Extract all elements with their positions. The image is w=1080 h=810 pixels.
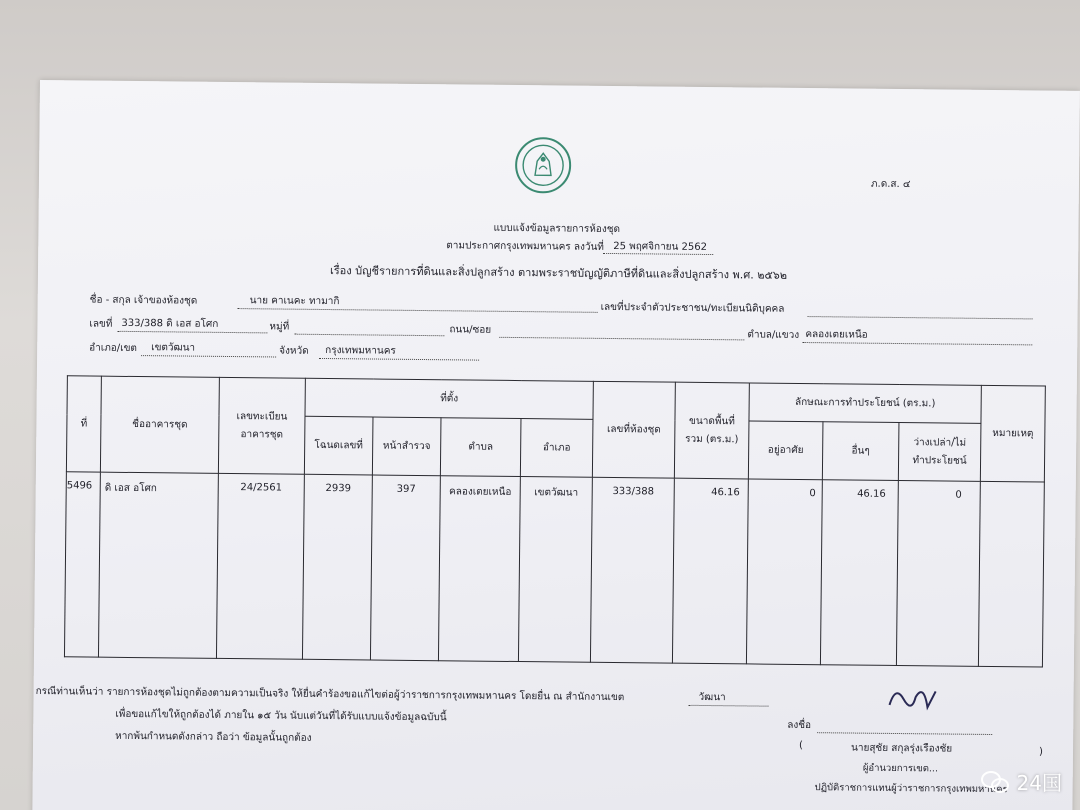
cell-building-reg: 24/2561 bbox=[216, 473, 304, 659]
header-room-no: เลขที่ห้องชุด bbox=[592, 381, 675, 478]
header-building-name: ชื่ออาคารชุด bbox=[100, 376, 219, 473]
header-amphoe: อำเภอ bbox=[520, 419, 593, 478]
wechat-icon bbox=[981, 769, 1011, 795]
sign-label: ลงชื่อ bbox=[787, 719, 812, 732]
header-residential: อยู่อาศัย bbox=[748, 421, 823, 480]
header-area-total: ขนาดพื้นที่ รวม (ตร.ม.) bbox=[674, 382, 749, 479]
property-table bbox=[64, 375, 1046, 667]
header-deed-no: โฉนดเลขที่ bbox=[304, 416, 373, 475]
cell-deed-no: 2939 bbox=[302, 474, 372, 660]
footer-district-fill: วัฒนา bbox=[698, 691, 726, 704]
form-title: แบบแจ้งข้อมูลรายการห้องชุด bbox=[493, 222, 621, 236]
signature-icon bbox=[883, 679, 953, 720]
header-location: ที่ตั้ง bbox=[305, 378, 593, 419]
district-value: เขตวัฒนา bbox=[151, 342, 196, 354]
cell-room-no: 333/388 bbox=[590, 477, 674, 663]
header-usage: ลักษณะการทำประโยชน์ (ตร.ม.) bbox=[749, 383, 981, 423]
cell-residential: 0 bbox=[746, 479, 822, 665]
subdistrict-label: ตำบล/แขวง bbox=[747, 329, 800, 341]
province-label: จังหวัด bbox=[279, 345, 309, 357]
moo-label: หมู่ที่ bbox=[269, 321, 290, 333]
announcement-date: 25 พฤศจิกายน 2562 bbox=[613, 241, 708, 253]
document-subject: เรื่อง บัญชีรายการที่ดินและสิ่งปลูกสร้าง ตามพระราชบัญญัติภาษีที่ดินและสิ่งปลูกสร้าง พ.ศ. ๒๕๖๒ bbox=[329, 264, 788, 282]
district-label: อำเภอ/เขต bbox=[89, 342, 138, 355]
cell-remark bbox=[978, 481, 1044, 667]
form-code: ภ.ด.ส. ๔ bbox=[870, 178, 911, 191]
house-no-value: 333/388 ดิ เอส อโศก bbox=[121, 317, 219, 330]
header-tambon: ตำบล bbox=[440, 418, 521, 477]
subdistrict-value: คลองเตยเหนือ bbox=[805, 329, 868, 341]
cell-survey-page: 397 bbox=[370, 475, 440, 661]
cell-no: 5496 bbox=[64, 472, 100, 657]
footer-line-1: กรณีท่านเห็นว่า รายการห้องชุดไม่ถูกต้องตามความเป็นจริง ให้ยื่นคำร้องขอแก้ไขต่อผู้ว่าราชการกรุงเทพมหานคร โดยยื่น ณ สำนักงานเขต bbox=[35, 685, 625, 704]
owner-name-label: ชื่อ - สกุล เจ้าของห้องชุด bbox=[89, 294, 198, 307]
road-label: ถนน/ซอย bbox=[449, 324, 492, 336]
header-other: อื่นๆ bbox=[822, 422, 899, 481]
watermark bbox=[981, 767, 1062, 796]
footer-line-3: หากพ้นกำหนดดังกล่าว ถือว่า ข้อมูลนั้นถูกต้อง bbox=[115, 730, 312, 744]
table-row bbox=[64, 472, 1044, 667]
header-no: ที่ bbox=[66, 376, 101, 472]
announcement-prefix: ตามประกาศกรุงเทพมหานคร ลงวันที่ bbox=[446, 240, 604, 253]
header-remark: หมายเหตุ bbox=[980, 385, 1045, 482]
province-value: กรุงเทพมหานคร bbox=[325, 345, 396, 357]
cell-other: 46.16 bbox=[820, 480, 898, 666]
header-survey-page: หน้าสำรวจ bbox=[372, 417, 441, 476]
signer-name: นายสุชัย สกุลรุ่งเรืองชัย bbox=[850, 742, 953, 755]
bangkok-seal-icon bbox=[515, 137, 572, 194]
cell-vacant: 0 bbox=[896, 481, 980, 667]
watermark-text: 24国 bbox=[1016, 771, 1062, 795]
id-label: เลขที่ประจำตัวประชาชน/ทะเบียนนิติบุคคล bbox=[600, 301, 785, 315]
cell-area-total: 46.16 bbox=[672, 478, 748, 664]
cell-building-name: ดิ เอส อโศก bbox=[98, 472, 218, 658]
header-vacant: ว่างเปล่า/ไม่ ทำประโยชน์ bbox=[898, 423, 981, 482]
header-building-reg: เลขทะเบียน อาคารชุด bbox=[218, 377, 305, 474]
cell-tambon: คลองเตยเหนือ bbox=[438, 476, 520, 662]
owner-name-value: นาย คาเนคะ ทามากิ bbox=[249, 295, 340, 308]
footer-line-2: เพื่อขอแก้ไขให้ถูกต้องได้ ภายใน ๑๕ วัน นับแต่วันที่ได้รับแบบแจ้งข้อมูลฉบับนี้ bbox=[115, 708, 447, 724]
cell-amphoe: เขตวัฒนา bbox=[518, 477, 592, 663]
signer-role: ปฏิบัติราชการแทนผู้ว่าราชการกรุงเทพมหานคร bbox=[814, 782, 1008, 796]
tax-notice-document: ภ.ด.ส. ๔ แบบแจ้งข้อมูลรายการห้องชุด ตามประกาศกรุงเทพมหานคร ลงวันที่ 25 พฤศจิกายน 2562 เรื่อง บัญชีรายการที่ดินและสิ่งปลูกสร้าง ตามพระราชบัญญัติภาษีที่ดินและสิ่งปลูกสร้าง พ.ศ. ๒๕๖๒ ชื่อ - สกุล เจ้าของห้องชุด นาย คาเนคะ ทามากิ เลขที่ประจำตัวประชาชน/ทะเบียนนิติบุคคล เลขที่ 333/388 ดิ เอส อโศก หมู่ที่ ถนน/ซอย ตำบล/แขวง คลองเตยเหนือ อำเภอ/เขต เขตวัฒนา จังหวัด กรุงเทพมหานคร ที่ ชื่ออาคารชุด เลขทะเบียน อาคารชุด ที่ตั้ง เลขที่ห้องชุด ขนาดพื้นที่ รวม (ตร.ม.) ลักษณะการทำประโยชน์ (ตร.ม.) หมายเหตุ โฉนดเลขที่ หน้าสำรวจ ตำบล อำเภอ อยู่อาศัย อื่นๆ ว่างเปล่า/ไม่ ทำประโยชน์ 5496 ดิ เอส อโศก 24/2561 2939 397 คลองเตยเหนือ เขตวัฒนา 333/388 46.16 0 46.16 0 กรณีท่านเห็นว่า รายการห้องชุดไม่ถูกต้องตามความเป็นจริง ให้ยื่นคำร้องขอแก้ไขต่อผู้ว่าราชการกรุงเทพมหานคร โดยยื่น ณ สำนักงานเขต วัฒนา เพื่อขอแก้ไขให้ถูกต้องได้ ภายใน ๑๕ วัน นับแต่วันที่ได้รับแบบแจ้งข้อมูลฉบับนี้ หากพ้นกำหนดดังกล่าว ถือว่า ข้อมูลนั้นถูกต้อง ลงชื่อ ( นายสุชัย สกุลรุ่งเรืองชัย ) ผู้อำนวยการเขต... ปฏิบัติราชการแทนผู้ว่าราชการกรุงเทพมหานคร bbox=[32, 80, 1080, 810]
house-no-label: เลขที่ bbox=[89, 318, 113, 330]
signer-title: ผู้อำนวยการเขต... bbox=[862, 762, 939, 775]
